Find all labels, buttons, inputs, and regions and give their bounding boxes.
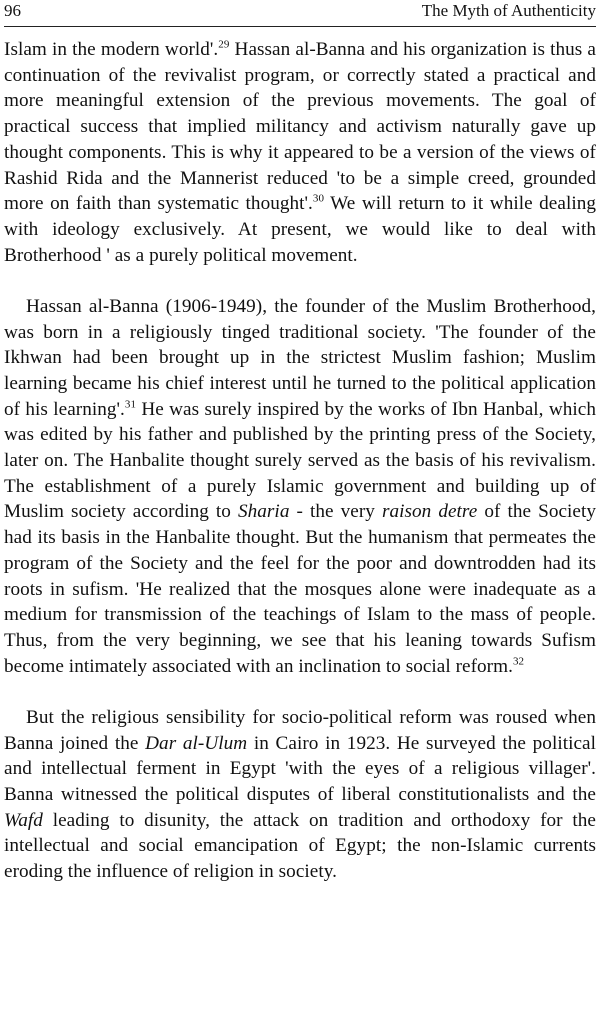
footnote-ref-31: 31 [124, 398, 137, 411]
text-run: - the very [289, 501, 382, 523]
footnote-ref-29: 29 [218, 38, 230, 51]
text-run: leading to disunity, the attack on tradition and orthodoxy for the intellectual and social emancipation of Egypt; the non-Islamic currents eroding the influence of religion in society. [4, 809, 596, 883]
text-run: But the religious sensibility for socio-political reform was roused when Banna joined the [4, 706, 596, 754]
running-head [4, 0, 596, 27]
paragraph-3 [4, 705, 596, 885]
text-run: Hassan al-Banna and his organization is thus a continuation of the revivalist program, or correctly stated a practical and more meaningful extension of the previous movements. The goal of practical success that implied militancy and activism naturally gave up thought components. This is why it appeared to be a version of the views of Rashid Rida and the Mannerist reduced 'to be a simple creed, grounded more on faith than systematic thought'. [4, 39, 596, 215]
book-title: The Myth of Authenticity [421, 1, 596, 20]
text-run: in Cairo in 1923. He surveyed the political and intellectual ferment in Egypt 'with the eyes of a religious villager'. Banna witnessed the political disputes of liberal constitutionalists and the [4, 732, 596, 805]
italic-term-dar-al-ulum: Dar al-Ulum [145, 732, 248, 754]
text-run: of the Society had its basis in the Hanbalite thought. But the humanism that permeates the program of the Society and the feel for the poor and downtrodden had its roots in sufism. 'He realized that the mosques alone were inadequate as a medium for transmission of the teachings of Islam to the mass of people. Thus, from the very beginning, we see that his leaning towards Sufism become intimately associated with an inclination to social reform. [4, 501, 597, 677]
footnote-ref-30: 30 [312, 192, 324, 205]
footnote-ref-32: 32 [512, 655, 525, 668]
text-run: Hassan al-Banna (1906-1949), the founder of the Muslim Brotherhood, was born in a religiously tinged traditional society. 'The founder of the Ikhwan had been brought up in the strictest Muslim fashion; Muslim learning became his chief interest until he turned to the political application of his learning'. [4, 295, 596, 420]
italic-term-wafd: Wafd [4, 809, 43, 831]
page-number: 96 [4, 1, 21, 20]
text-run: We will return to it while dealing with ideology exclusively. At present, we would like to deal with Brotherhood ' as a purely political movement. [4, 193, 596, 266]
body-text [4, 37, 596, 885]
text-run: He was surely inspired by the works of Ibn Hanbal, which was edited by his father and published by the printing press of the Society, later on. The Hanbalite thought surely served as the basis of his revivalism. The establishment of a purely Islamic government and building up of Muslim society according to [4, 398, 596, 523]
italic-term-raison-detre: raison detre [381, 501, 478, 523]
text-run: Islam in the modern world'. [4, 39, 219, 60]
paragraph-1 [4, 37, 596, 268]
italic-term-sharia: Sharia [237, 501, 290, 523]
paragraph-2 [4, 294, 596, 680]
